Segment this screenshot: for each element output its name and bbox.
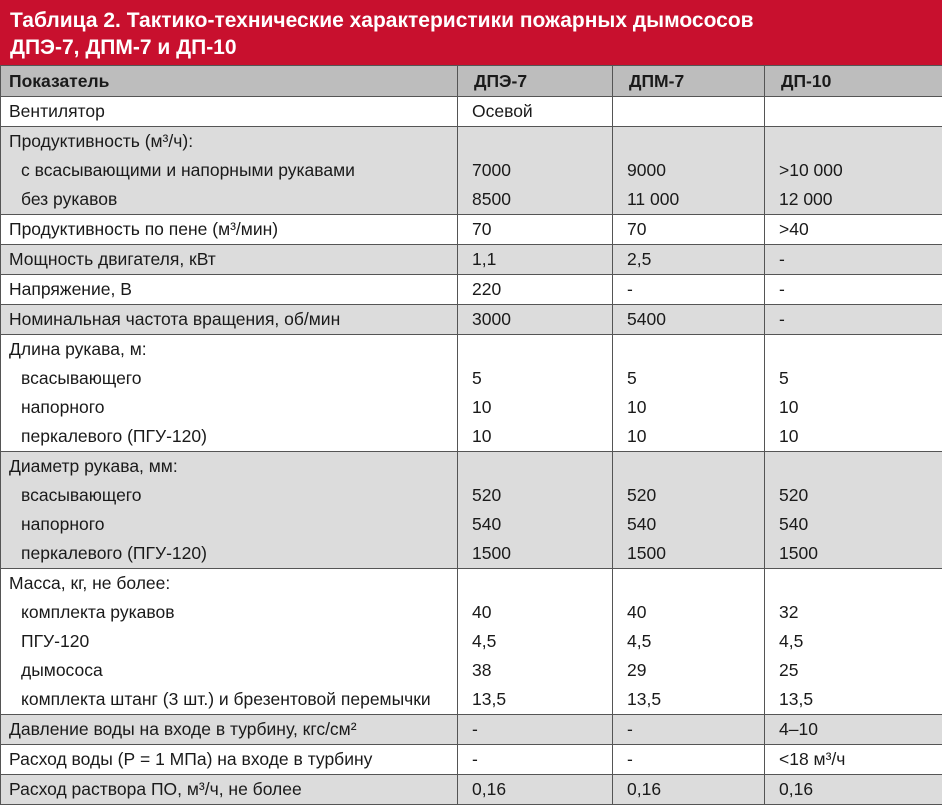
value-text: 1,1 [472, 249, 497, 269]
dp10-cell [765, 775, 942, 805]
value-text: 9000 [627, 160, 666, 180]
value-text: - [627, 749, 633, 769]
value-text: - [779, 309, 785, 329]
parameter-label: перкалевого (ПГУ-120) [21, 426, 207, 446]
table-row [1, 715, 942, 745]
table-title [0, 0, 942, 65]
dp10-cell [765, 245, 942, 275]
table-row [1, 452, 942, 569]
value-text: 10 [779, 397, 799, 417]
dpe7-cell [458, 745, 613, 775]
table-row [1, 775, 942, 805]
dpm7-cell [613, 245, 765, 275]
parameter-cell [1, 775, 458, 805]
dp10-cell [765, 305, 942, 335]
value-text: 1500 [779, 543, 818, 563]
dp10-cell [765, 452, 942, 569]
value-text: 70 [472, 219, 492, 239]
value-text: 5 [779, 368, 789, 388]
parameter-cell [1, 335, 458, 452]
value-text [627, 569, 758, 598]
dp10-cell [765, 715, 942, 745]
value-text: 2,5 [627, 249, 652, 269]
dpm7-cell [613, 97, 765, 127]
value-text: 7000 [472, 160, 511, 180]
value-text [779, 569, 936, 598]
parameter-cell [1, 127, 458, 215]
dpm7-cell [613, 569, 765, 715]
parameter-label: Длина рукава, м: [9, 339, 147, 359]
value-text: 13,5 [472, 689, 507, 709]
parameter-cell [1, 305, 458, 335]
value-text: 10 [472, 426, 492, 446]
dp10-cell [765, 127, 942, 215]
value-text: 12 000 [779, 189, 833, 209]
value-text: 70 [627, 219, 647, 239]
value-text: 0,16 [472, 779, 507, 799]
value-text [779, 127, 936, 156]
value-text [472, 569, 606, 598]
parameter-label: Номинальная частота вращения, об/мин [9, 309, 341, 329]
parameter-label: Напряжение, В [9, 279, 132, 299]
value-text [472, 452, 606, 481]
value-text: 5 [627, 368, 637, 388]
parameter-label: Продуктивность по пене (м³/мин) [9, 219, 279, 239]
value-text: 5 [472, 368, 482, 388]
parameter-label: Давление воды на входе в турбину, кгс/см² [9, 719, 357, 739]
dpe7-cell [458, 775, 613, 805]
value-text: 540 [627, 514, 657, 534]
value-text [779, 97, 936, 126]
value-text [627, 127, 758, 156]
value-text: 11 000 [627, 189, 680, 209]
value-text: - [472, 719, 478, 739]
value-text: <18 м³/ч [779, 749, 846, 769]
dpe7-cell [458, 275, 613, 305]
parameter-cell [1, 215, 458, 245]
value-text: - [627, 279, 633, 299]
value-text: 1500 [627, 543, 666, 563]
value-text: 3000 [472, 309, 511, 329]
value-text: 8500 [472, 189, 511, 209]
value-text: >40 [779, 219, 809, 239]
parameter-label: дымососа [21, 660, 103, 680]
header-dpe7: ДПЭ-7 [458, 66, 613, 97]
value-text [627, 97, 758, 126]
value-text: 520 [627, 485, 657, 505]
table-row [1, 335, 942, 452]
value-text: >10 000 [779, 160, 843, 180]
value-text: 1500 [472, 543, 511, 563]
table-row [1, 97, 942, 127]
value-text: 40 [472, 602, 492, 622]
table-row [1, 275, 942, 305]
value-text: - [472, 749, 478, 769]
dp10-cell [765, 569, 942, 715]
dpe7-cell [458, 245, 613, 275]
parameter-label: без рукавов [21, 189, 118, 209]
parameter-cell [1, 97, 458, 127]
value-text: 4–10 [779, 719, 818, 739]
value-text: 25 [779, 660, 799, 680]
parameter-cell [1, 569, 458, 715]
parameter-cell [1, 452, 458, 569]
value-text: 5400 [627, 309, 666, 329]
table-row [1, 569, 942, 715]
table-title-line-2: ДПЭ-7, ДПМ-7 и ДП-10 [10, 36, 237, 59]
value-text: 40 [627, 602, 647, 622]
parameter-cell [1, 245, 458, 275]
value-text: 0,16 [779, 779, 814, 799]
dpm7-cell [613, 127, 765, 215]
dpe7-cell [458, 97, 613, 127]
value-text: 10 [627, 397, 647, 417]
dp10-cell [765, 745, 942, 775]
value-text: 4,5 [627, 631, 652, 651]
dpm7-cell [613, 745, 765, 775]
dpe7-cell [458, 127, 613, 215]
value-text [472, 127, 606, 156]
value-text: 10 [472, 397, 492, 417]
value-text: 220 [472, 279, 502, 299]
dpe7-cell [458, 215, 613, 245]
dpe7-cell [458, 569, 613, 715]
value-text [779, 452, 936, 481]
dp10-cell [765, 97, 942, 127]
value-text: 520 [779, 485, 809, 505]
header-row [1, 66, 942, 97]
value-text [472, 335, 606, 364]
value-text [779, 335, 936, 364]
table-row [1, 127, 942, 215]
dpm7-cell [613, 335, 765, 452]
value-text: - [779, 279, 785, 299]
value-text: 0,16 [627, 779, 662, 799]
value-text [627, 452, 758, 481]
value-text: 4,5 [779, 631, 804, 651]
dpm7-cell [613, 215, 765, 245]
header-dpm7: ДПМ-7 [613, 66, 765, 97]
dpm7-cell [613, 775, 765, 805]
table-row [1, 745, 942, 775]
value-text: 540 [472, 514, 502, 534]
dpe7-cell [458, 305, 613, 335]
dpe7-cell [458, 335, 613, 452]
value-text: 13,5 [627, 689, 662, 709]
dp10-cell [765, 215, 942, 245]
parameter-label: Диаметр рукава, мм: [9, 456, 178, 476]
header-parameter: Показатель [1, 66, 458, 97]
table-title-line-1: Таблица 2. Тактико-технические характеристики пожарных дымососов [10, 9, 754, 32]
parameter-label: Масса, кг, не более: [9, 573, 171, 593]
parameter-label: комплекта рукавов [21, 602, 175, 622]
parameter-label: Расход воды (Р = 1 МПа) на входе в турбину [9, 749, 373, 769]
parameter-label: перкалевого (ПГУ-120) [21, 543, 207, 563]
parameter-label: напорного [21, 514, 105, 534]
value-text: 520 [472, 485, 502, 505]
value-text: 32 [779, 602, 799, 622]
table-row [1, 245, 942, 275]
parameter-label: всасывающего [21, 485, 142, 505]
value-text: Осевой [472, 101, 533, 121]
spec-table [0, 65, 942, 805]
dpm7-cell [613, 305, 765, 335]
parameter-label: комплекта штанг (3 шт.) и брезентовой перемычки [21, 689, 431, 709]
value-text: 13,5 [779, 689, 814, 709]
parameter-cell [1, 715, 458, 745]
parameter-cell [1, 275, 458, 305]
value-text: - [779, 249, 785, 269]
parameter-cell [1, 745, 458, 775]
parameter-label: Вентилятор [9, 101, 105, 121]
table-row [1, 305, 942, 335]
parameter-label: с всасывающими и напорными рукавами [21, 160, 355, 180]
parameter-label: ПГУ-120 [21, 631, 90, 651]
parameter-label: напорного [21, 397, 105, 417]
dp10-cell [765, 335, 942, 452]
dpe7-cell [458, 715, 613, 745]
value-text: 38 [472, 660, 492, 680]
parameter-label: Продуктивность (м³/ч): [9, 131, 194, 151]
value-text [627, 335, 758, 364]
dpm7-cell [613, 452, 765, 569]
table-row [1, 215, 942, 245]
value-text: 10 [627, 426, 647, 446]
dp10-cell [765, 275, 942, 305]
parameter-label: всасывающего [21, 368, 142, 388]
dpm7-cell [613, 715, 765, 745]
value-text: 540 [779, 514, 809, 534]
header-dp10: ДП-10 [765, 66, 942, 97]
parameter-label: Мощность двигателя, кВт [9, 249, 216, 269]
value-text: 29 [627, 660, 647, 680]
dpe7-cell [458, 452, 613, 569]
value-text: - [627, 719, 633, 739]
dpm7-cell [613, 275, 765, 305]
parameter-label: Расход раствора ПО, м³/ч, не более [9, 779, 302, 799]
value-text: 4,5 [472, 631, 497, 651]
value-text: 10 [779, 426, 799, 446]
